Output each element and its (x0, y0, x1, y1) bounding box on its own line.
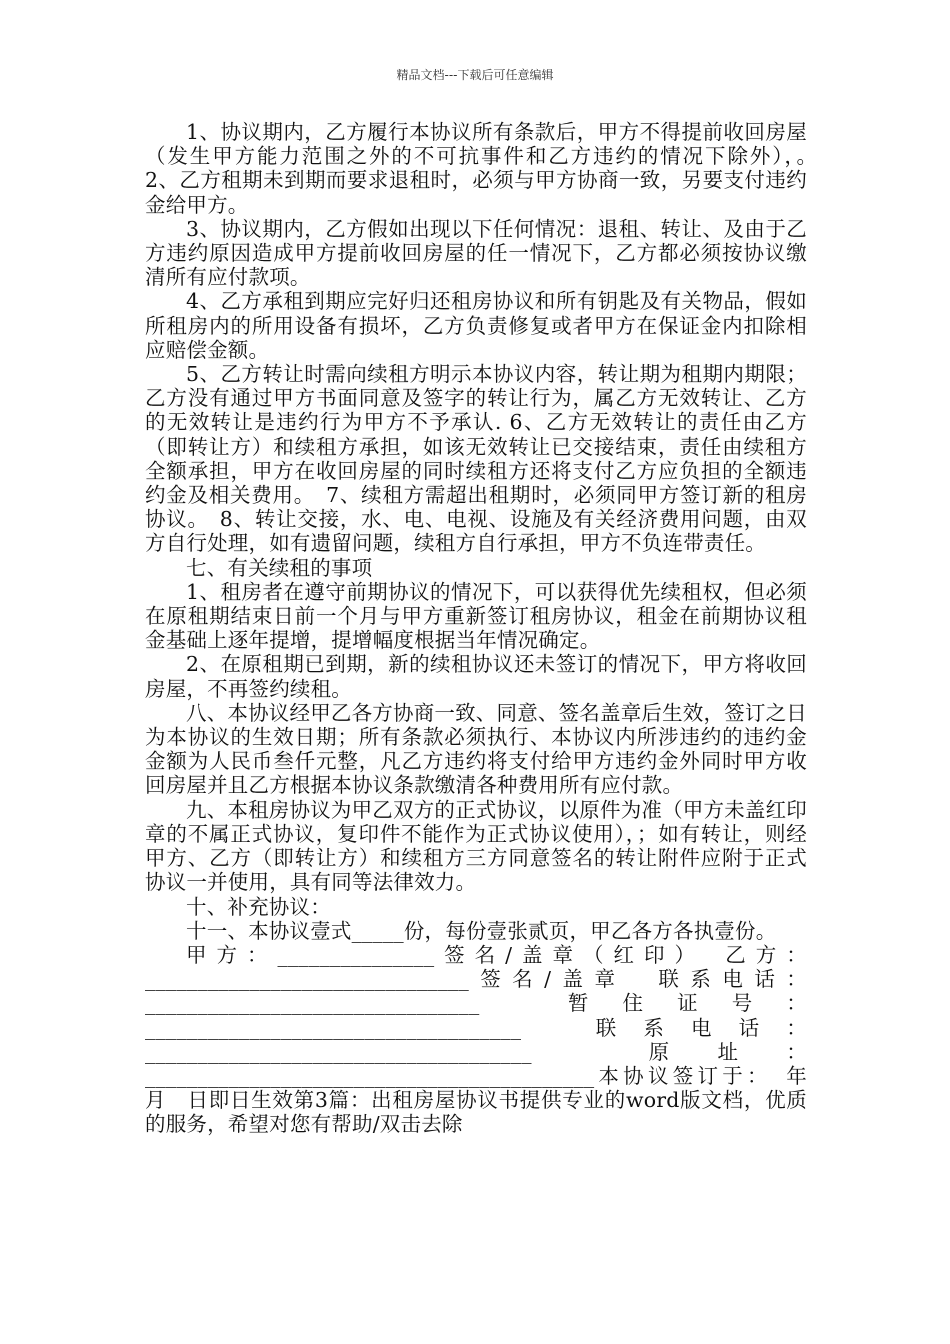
section-heading-supplement: 十、补充协议： (186, 894, 331, 919)
paragraph-renewal-1: 1、租房者在遵守前期协议的情况下，可以获得优先续租权，但必须在原租期结束日前一个月与甲方重新签订租房协议，租金在前期协议租金基础上逐年提增，提增幅度根据当年情况确定。 (145, 579, 807, 653)
document-body (145, 120, 828, 1137)
paragraph-clause-1-2: 1、协议期内，乙方履行本协议所有条款后，甲方不得提前收回房屋（发生甲方能力范围之外的不可抗事件和乙方违约的情况下除外），。 2、乙方租期未到期而要求退租时，必须与甲方协商一致，另要支付违约金给甲方。 (145, 120, 828, 217)
page-header: 精品文档---下载后可任意编辑 (396, 68, 554, 82)
signature-block: 甲方：_______________签名/盖章（红印） 乙方：_______________________________签名/盖章 联系电话：________________________________ 暂住证号：____________________________________ 联系电话：_____________________________________ 原址：___________________________________________本协议签订于： 年 月 日即日生效第3篇：出租房屋协议书提供专业的word版文档，优质的服务，希望对您有帮助/双击去除 (145, 942, 828, 1137)
paragraph-section-8: 八、本协议经甲乙各方协商一致、同意、签名盖章后生效，签订之日为本协议的生效日期；所有条款必须执行、本协议内所涉违约的违约金金额为人民币叁仟元整，凡乙方违约将支付给甲方违约金外同时甲方收回房屋并且乙方根据本协议条款缴清各种费用所有应付款。 (145, 700, 807, 798)
paragraph-renewal-2: 2、在原租期已到期，新的续租协议还未签订的情况下，甲方将收回房屋，不再签约续租。 (145, 652, 807, 701)
paragraph-section-11: 十一、本协议壹式_____份，每份壹张贰页，甲乙各方各执壹份。 (186, 918, 777, 943)
paragraph-clause-3: 3、协议期内，乙方假如出现以下任何情况：退租、转让、及由于乙方违约原因造成甲方提前收回房屋的任一情况下，乙方都必须按协议缴清所有应付款项。 (145, 216, 807, 290)
paragraph-clause-5-8: 5、乙方转让时需向续租方明示本协议内容，转让期为租期内期限；乙方没有通过甲方书面同意及签字的转让行为，属乙方无效转让、乙方的无效转让是违约行为甲方不予承认. 6、乙方无效转让的责任由乙方（即转让方）和续租方承担，如该无效转让已交接结束，责任由续租方全额承担，甲方在收回房屋的同时续租方还将支付乙方应负担的全额违约金及相关费用。 7、续租方需超出租期时，必须同甲方签订新的租房协议。 8、转让交接，水、电、电视、设施及有关经济费用问题，由双方自行处理，如有遗留问题，续租方自行承担，甲方不负连带责任。 (145, 362, 807, 556)
section-heading-renewal: 七、有关续租的事项 (186, 555, 373, 580)
paragraph-section-9: 九、本租房协议为甲乙双方的正式协议，以原件为准（甲方未盖红印章的不属正式协议，复印件不能作为正式协议使用），；如有转让，则经甲方、乙方（即转让方）和续租方三方同意签名的转让附件应附于正式协议一并使用，具有同等法律效力。 (145, 797, 807, 895)
paragraph-clause-4: 4、乙方承租到期应完好归还租房协议和所有钥匙及有关物品，假如所租房内的所用设备有损坏，乙方负责修复或者甲方在保证金内扣除相应赔偿金额。 (145, 289, 807, 362)
